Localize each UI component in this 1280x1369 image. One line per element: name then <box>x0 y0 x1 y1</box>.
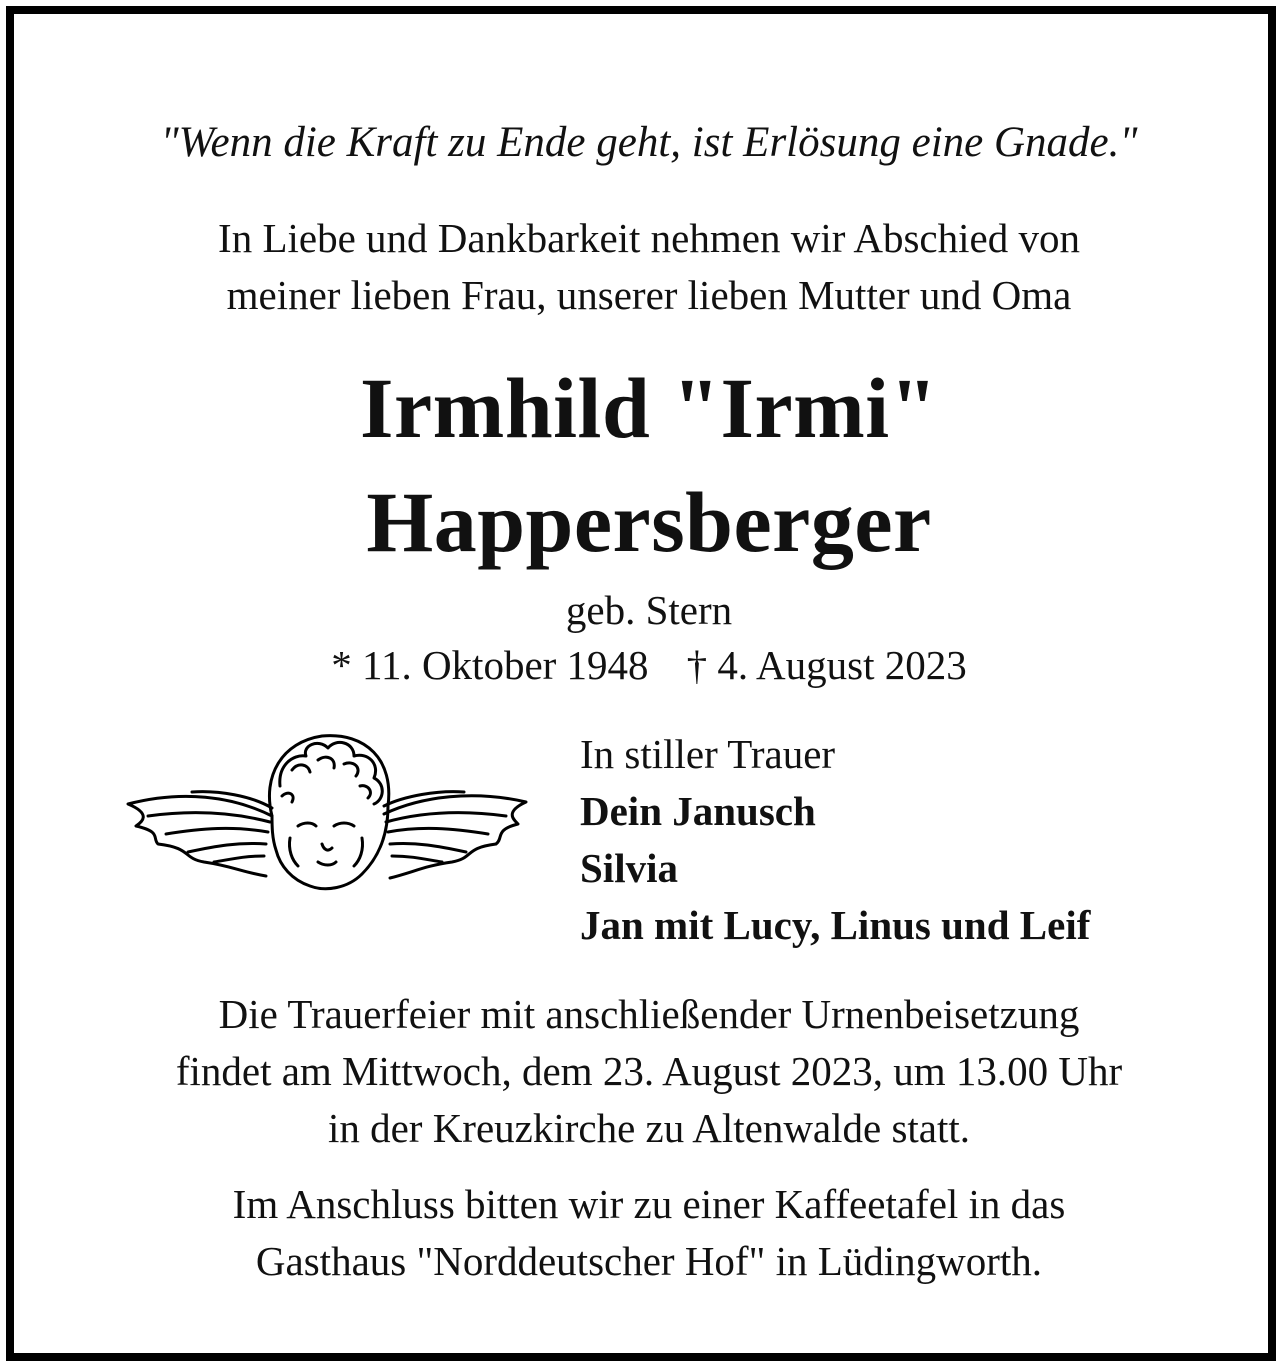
intro-line-2: meiner lieben Frau, unserer lieben Mutter und Oma <box>226 272 1072 318</box>
life-dates <box>14 641 1280 689</box>
reception-line-2: Gasthaus "Norddeutscher Hof" in Lüdingworth. <box>255 1238 1043 1284</box>
cherub-angel-icon <box>122 726 532 906</box>
reception-line-1: Im Anschluss bitten wir zu einer Kaffeetafel in das <box>232 1181 1066 1227</box>
deceased-first-name: Irmhild "Irmi" <box>360 360 938 456</box>
quote: "Wenn die Kraft zu Ende geht, ist Erlösung eine Gnade." <box>160 119 1138 166</box>
mourner-1: Dein Janusch <box>580 788 816 834</box>
mourners-block <box>580 726 1090 954</box>
death-date: † 4. August 2023 <box>686 642 967 688</box>
obituary-frame <box>6 6 1276 1361</box>
mourning-intro: In stiller Trauer <box>580 731 836 777</box>
mourner-2: Silvia <box>580 845 678 891</box>
birth-date: * 11. Oktober 1948 <box>331 642 649 688</box>
ceremony-line-1: Die Trauerfeier mit anschließender Urnenbeisetzung <box>218 991 1080 1037</box>
intro-line-1: In Liebe und Dankbarkeit nehmen wir Abschied von <box>218 215 1080 261</box>
mourner-3: Jan mit Lucy, Linus und Leif <box>580 902 1091 948</box>
deceased-last-name: Happersberger <box>366 474 932 570</box>
ceremony-line-3: in der Kreuzkirche zu Altenwalde statt. <box>327 1105 971 1151</box>
birth-name: geb. Stern <box>565 587 733 633</box>
ceremony-line-2: findet am Mittwoch, dem 23. August 2023, um 13.00 Uhr <box>175 1048 1123 1094</box>
